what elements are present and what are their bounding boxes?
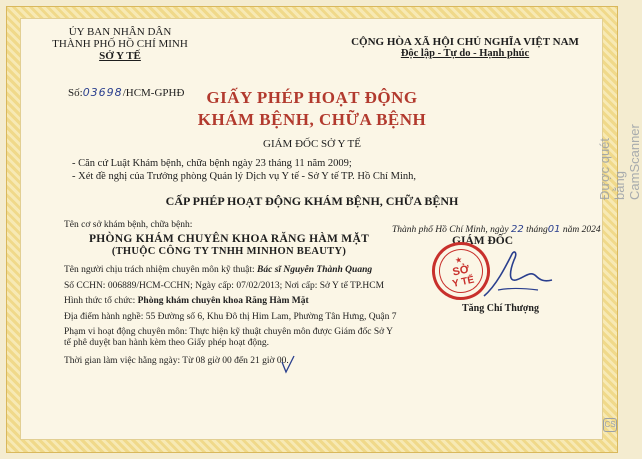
certificate-line: Số CCHN: 006889/HCM-CCHN; Ngày cấp: 07/02/2013; Nơi cấp: Sở Y tế TP.HCM bbox=[64, 281, 385, 291]
issuer-header bbox=[20, 26, 220, 62]
title-line-1: GIẤY PHÉP HOẠT ĐỘNG bbox=[206, 88, 418, 107]
issuer-line-3: SỞ Y TẾ bbox=[99, 50, 141, 62]
organization-form bbox=[64, 296, 309, 306]
doc-number-suffix: /HCM-GPHĐ bbox=[122, 87, 185, 99]
signing-month-label: tháng bbox=[526, 225, 548, 235]
title-line-2: KHÁM BỆNH, CHỮA BỆNH bbox=[197, 110, 427, 129]
signing-year: năm 2024 bbox=[562, 225, 601, 235]
seal-text-top: SỞ bbox=[451, 262, 471, 279]
scope-line-2: tế phê duyệt ban hành kèm theo Giấy phép hoạt động. bbox=[64, 338, 269, 348]
form-value: Phòng khám chuyên khoa Răng Hàm Mặt bbox=[137, 296, 309, 306]
signer-title: GIÁM ĐỐC bbox=[452, 235, 514, 247]
signature-icon bbox=[478, 246, 558, 304]
nation-header bbox=[350, 36, 580, 60]
handwritten-tick-icon bbox=[280, 354, 296, 376]
scope-line-1: Phạm vi hoạt động chuyên môn: Thực hiện kỹ thuật chuyên môn được Giám đốc Sở Y bbox=[64, 327, 394, 337]
license-subtitle: CẤP PHÉP HOẠT ĐỘNG KHÁM BỆNH, CHỮA BỆNH bbox=[165, 194, 459, 208]
nation-line-2: Độc lập - Tự do - Hạnh phúc bbox=[400, 48, 530, 59]
director-heading: GIÁM ĐỐC SỞ Y TẾ bbox=[263, 138, 361, 150]
issuer-line-1: ỦY BAN NHÂN DÂN bbox=[68, 26, 172, 38]
form-label: Hình thức tổ chức: bbox=[64, 296, 136, 306]
responsible-label: Tên người chịu trách nhiệm chuyên môn kỹ thuật: bbox=[64, 265, 255, 275]
facility-owner: (THUỘC CÔNG TY TNHH MINHON BEAUTY) bbox=[111, 246, 347, 257]
signing-day: 22 bbox=[511, 224, 524, 235]
signing-month: 01 bbox=[547, 224, 561, 235]
basis-line-1: - Căn cứ Luật Khám bệnh, chữa bệnh ngày 23 tháng 11 năm 2009; bbox=[72, 158, 352, 169]
issuer-line-2: THÀNH PHỐ HỒ CHÍ MINH bbox=[52, 38, 188, 50]
nation-line-1: CỘNG HÒA XÃ HỘI CHỦ NGHĨA VIỆT NAM bbox=[351, 36, 579, 48]
working-hours: Thời gian làm việc hằng ngày: Từ 08 giờ 00 đến 21 giờ 00. bbox=[64, 356, 289, 366]
signing-place: Thành phố Hồ Chí Minh, ngày bbox=[392, 225, 509, 235]
seal-text-bottom: Y TẾ bbox=[451, 274, 476, 290]
camscanner-watermark: Được quét bằng CamScanner bbox=[597, 124, 642, 200]
basis-line-2: - Xét đề nghị của Trưởng phòng Quản lý Dịch vụ Y tế - Sở Y tế TP. Hồ Chí Minh, bbox=[72, 171, 417, 182]
facility-label: Tên cơ sở khám bệnh, chữa bệnh: bbox=[64, 220, 193, 230]
camscanner-icon: CS bbox=[603, 418, 617, 432]
practice-address: Địa điểm hành nghề: 55 Đường số 6, Khu Đô thị Him Lam, Phường Tân Hưng, Quận 7 bbox=[64, 312, 397, 322]
seal-star-icon: ★ bbox=[454, 256, 463, 265]
signing-place-date bbox=[392, 224, 601, 235]
facility-name: PHÒNG KHÁM CHUYÊN KHOA RĂNG HÀM MẶT bbox=[88, 233, 370, 245]
signer-name: Tăng Chí Thượng bbox=[462, 303, 539, 314]
doc-number-prefix: Số: bbox=[68, 87, 83, 99]
doc-number-value: 03698 bbox=[82, 86, 123, 99]
responsible-value: Bác sĩ Nguyễn Thành Quang bbox=[257, 265, 373, 275]
responsible-person bbox=[64, 265, 372, 275]
